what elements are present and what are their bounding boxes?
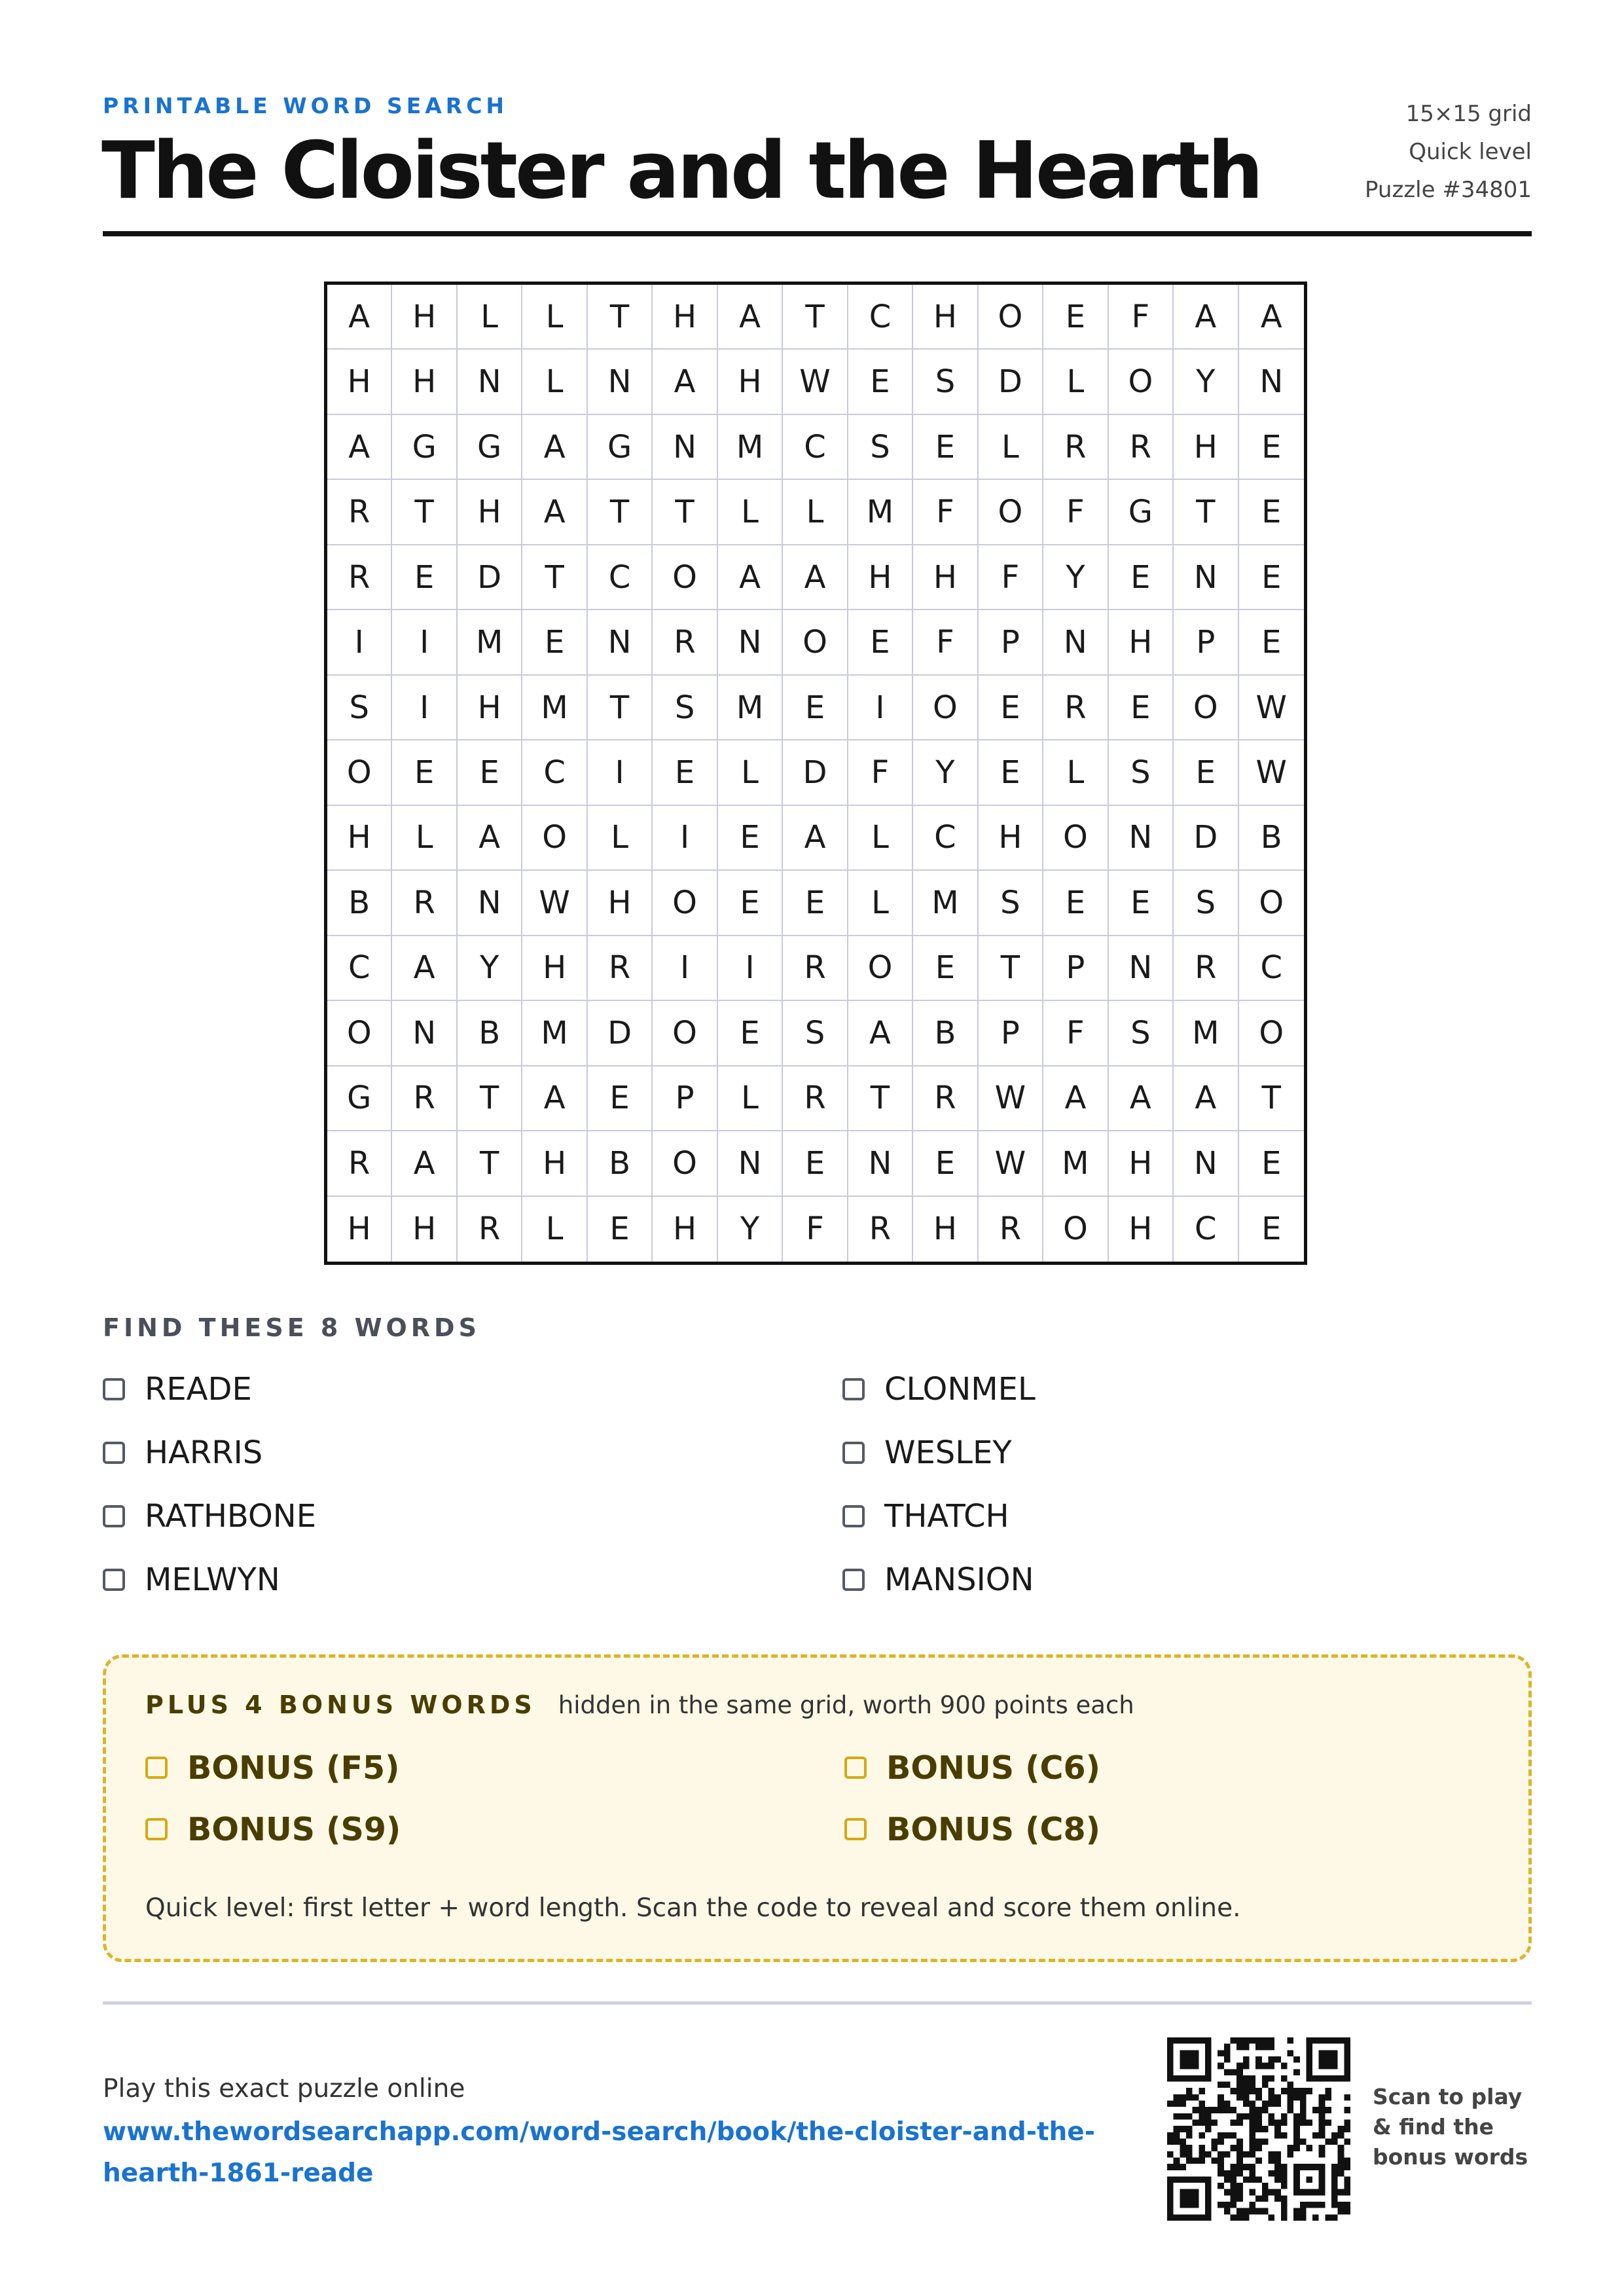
grid-cell[interactable]: O [1043, 806, 1108, 871]
grid-cell[interactable]: A [327, 415, 392, 480]
grid-cell[interactable]: H [979, 806, 1043, 871]
grid-cell[interactable]: P [653, 1066, 717, 1131]
grid-cell[interactable]: A [1174, 285, 1238, 350]
word-label: MANSION [884, 1561, 1034, 1598]
grid-cell[interactable]: T [979, 936, 1043, 1001]
grid-cell[interactable]: E [1239, 480, 1304, 545]
grid-cell[interactable]: T [848, 1066, 913, 1131]
grid-cell[interactable]: F [1043, 480, 1108, 545]
bonus-panel [103, 1654, 1532, 1962]
grid-cell[interactable]: S [653, 676, 717, 740]
checkbox[interactable] [842, 1505, 865, 1527]
bonus-label: BONUS (C8) [886, 1810, 1100, 1848]
checkbox[interactable] [103, 1378, 125, 1400]
word-item [842, 1371, 1235, 1408]
grid-size: 15×15 grid [1405, 101, 1532, 127]
word-list [103, 1371, 1036, 1598]
grid-cell[interactable]: N [588, 350, 653, 414]
grid-cell[interactable]: N [718, 610, 783, 675]
grid-cell[interactable]: O [1239, 871, 1304, 936]
grid-cell[interactable]: B [327, 871, 392, 936]
grid-cell[interactable]: O [653, 545, 717, 610]
grid-cell[interactable]: N [1109, 806, 1174, 871]
grid-cell[interactable]: N [848, 1131, 913, 1196]
bonus-item [844, 1811, 1237, 1848]
grid-cell[interactable]: O [1174, 676, 1238, 740]
grid-cell[interactable]: E [1239, 545, 1304, 610]
grid-cell[interactable]: O [327, 740, 392, 805]
grid-cell[interactable]: R [458, 1197, 522, 1262]
grid-cell[interactable]: H [392, 1197, 457, 1262]
grid-cell[interactable]: E [1043, 285, 1108, 350]
grid-cell[interactable]: E [718, 806, 783, 871]
grid-cell[interactable]: C [1239, 936, 1304, 1001]
grid-cell[interactable]: H [1109, 1197, 1174, 1262]
grid-cell[interactable]: F [979, 545, 1043, 610]
grid-cell[interactable]: E [1261, 1211, 1282, 1248]
grid-cell[interactable]: M [913, 871, 978, 936]
grid-cell[interactable]: G [327, 1066, 392, 1131]
grid-cell[interactable]: L [522, 350, 587, 414]
grid-cell[interactable]: I [848, 676, 913, 740]
grid-cell[interactable]: O [327, 1001, 392, 1066]
grid-cell[interactable]: I [653, 936, 717, 1001]
bonus-item [145, 1811, 844, 1848]
grid-cell[interactable]: T [392, 480, 457, 545]
grid-cell[interactable]: B [1239, 806, 1304, 871]
grid-cell[interactable]: S [913, 350, 978, 414]
grid-cell[interactable]: L [718, 740, 783, 805]
grid-cell[interactable]: L [588, 806, 653, 871]
bonus-item [844, 1749, 1237, 1786]
grid-cell[interactable]: H [913, 545, 978, 610]
checkbox[interactable] [145, 1818, 168, 1840]
grid-cell[interactable]: E [718, 871, 783, 936]
grid-cell[interactable]: A [1174, 1066, 1238, 1131]
bonus-note: Quick level: first letter + word length. Scan the code to reveal and score them online. [145, 1893, 1241, 1923]
grid-cell[interactable]: M [718, 415, 783, 480]
grid-cell[interactable]: F [913, 480, 978, 545]
grid-cell[interactable]: C [848, 285, 913, 350]
grid-cell[interactable]: O [1239, 1001, 1304, 1066]
checkbox[interactable] [842, 1442, 865, 1464]
checkbox[interactable] [844, 1757, 867, 1779]
grid-cell[interactable]: E [783, 1131, 848, 1196]
bonus-label: BONUS (F5) [187, 1749, 400, 1787]
grid-cell[interactable]: L [522, 1197, 587, 1262]
word-label: RATHBONE [145, 1498, 317, 1535]
bonus-item [145, 1749, 844, 1786]
grid-cell[interactable]: C [913, 806, 978, 871]
bonus-label: BONUS (C6) [886, 1749, 1100, 1787]
grid-cell[interactable]: A [392, 1131, 457, 1196]
grid-cell[interactable]: R [848, 1197, 913, 1262]
grid-cell[interactable]: A [783, 806, 848, 871]
grid-cell[interactable]: O [1109, 350, 1174, 414]
bonus-heading: PLUS 4 BONUS WORDS [145, 1690, 536, 1719]
grid-cell[interactable]: R [783, 1066, 848, 1131]
qr-caption: Scan to play & find the bonus words [1373, 2084, 1528, 2170]
checkbox[interactable] [842, 1378, 865, 1400]
qr-code[interactable] [1167, 2037, 1350, 2221]
puzzle-meta [1365, 95, 1532, 209]
grid-cell[interactable]: S [1109, 1001, 1174, 1066]
checkbox[interactable] [842, 1569, 865, 1591]
checkbox[interactable] [844, 1818, 867, 1840]
grid-cell[interactable]: H [1109, 610, 1174, 675]
grid-cell[interactable]: N [458, 350, 522, 414]
word-item [103, 1371, 842, 1408]
grid-cell[interactable]: H [718, 350, 783, 414]
grid-cell[interactable]: A [522, 1066, 587, 1131]
grid-cell[interactable]: C [327, 936, 392, 1001]
grid-cell[interactable]: H [1109, 1131, 1174, 1196]
word-list-heading: FIND THESE 8 WORDS [103, 1313, 480, 1342]
grid-cell[interactable]: N [1174, 545, 1238, 610]
bonus-subheading: hidden in the same grid, worth 900 points each [558, 1691, 1134, 1719]
grid-cell[interactable]: H [327, 806, 392, 871]
grid-cell[interactable]: R [327, 545, 392, 610]
grid-cell[interactable]: S [1109, 740, 1174, 805]
grid-cell[interactable]: E [913, 415, 978, 480]
grid-cell[interactable]: H [327, 350, 392, 414]
grid-cell[interactable]: I [392, 676, 457, 740]
word-item [103, 1561, 842, 1598]
grid-cell[interactable]: P [979, 610, 1043, 675]
grid-cell[interactable]: Y [1174, 350, 1238, 414]
grid-cell[interactable]: H [913, 1197, 978, 1262]
grid-cell[interactable]: E [783, 871, 848, 936]
grid-cell[interactable]: R [1109, 415, 1174, 480]
grid-cell[interactable]: E [392, 545, 457, 610]
grid-cell[interactable]: G [392, 415, 457, 480]
grid-cell[interactable]: L [979, 415, 1043, 480]
grid-cell[interactable]: T [458, 1131, 522, 1196]
grid-cell[interactable]: H [522, 1131, 587, 1196]
grid-cell[interactable]: N [588, 610, 653, 675]
grid-cell[interactable]: A [848, 1001, 913, 1066]
grid-cell[interactable]: R [913, 1066, 978, 1131]
grid-cell[interactable]: E [783, 676, 848, 740]
grid-cell[interactable]: A [783, 545, 848, 610]
grid-cell[interactable]: A [327, 285, 392, 350]
play-online-label: Play this exact puzzle online [103, 2074, 465, 2104]
grid-cell[interactable]: P [1174, 610, 1238, 675]
word-label: MELWYN [145, 1561, 280, 1598]
grid-cell[interactable]: E [458, 740, 522, 805]
grid-cell[interactable]: H [588, 871, 653, 936]
grid-cell[interactable]: O [653, 1131, 717, 1196]
grid-cell[interactable]: E [1043, 871, 1108, 936]
puzzle-title: The Cloister and the Hearth [101, 126, 1261, 217]
grid-cell[interactable]: I [327, 610, 392, 675]
grid-cell[interactable]: E [1239, 1131, 1304, 1196]
grid-cell[interactable]: G [1109, 480, 1174, 545]
grid-cell[interactable]: L [718, 480, 783, 545]
grid-cell[interactable]: T [458, 1066, 522, 1131]
grid-cell[interactable]: N [1109, 936, 1174, 1001]
grid-cell[interactable]: R [783, 936, 848, 1001]
grid-cell[interactable]: N [1174, 1131, 1238, 1196]
grid-cell[interactable]: M [1174, 1001, 1238, 1066]
grid-cell[interactable]: O [1043, 1197, 1108, 1262]
word-label: WESLEY [884, 1434, 1012, 1471]
grid-cell[interactable]: D [458, 545, 522, 610]
grid-cell[interactable]: W [979, 1131, 1043, 1196]
puzzle-number: Puzzle #34801 [1365, 177, 1532, 203]
grid-cell[interactable]: T [653, 480, 717, 545]
grid-cell[interactable]: A [1043, 1066, 1108, 1131]
grid-cell[interactable]: B [458, 1001, 522, 1066]
word-label: HARRIS [145, 1434, 263, 1471]
grid-cell[interactable]: Y [1043, 545, 1108, 610]
grid-cell[interactable]: L [718, 1066, 783, 1131]
bonus-header [145, 1690, 1134, 1719]
grid-cell[interactable]: R [1043, 415, 1108, 480]
grid-cell[interactable]: M [1043, 1131, 1108, 1196]
grid-cell[interactable]: T [588, 676, 653, 740]
grid-cell[interactable]: E [913, 1131, 978, 1196]
grid-cell[interactable]: A [653, 350, 717, 414]
grid-cell[interactable]: E [588, 1066, 653, 1131]
grid-cell[interactable]: A [458, 806, 522, 871]
grid-cell[interactable]: Y [718, 1197, 783, 1262]
grid-cell[interactable]: W [522, 871, 587, 936]
grid-cell[interactable]: P [1043, 936, 1108, 1001]
grid-cell[interactable]: H [458, 676, 522, 740]
grid-cell[interactable]: O [783, 610, 848, 675]
word-item [842, 1561, 1235, 1598]
grid-cell[interactable]: E [848, 350, 913, 414]
grid-cell[interactable]: E [718, 1001, 783, 1066]
grid-cell[interactable]: E [1239, 415, 1304, 480]
grid-cell[interactable]: E [1174, 740, 1238, 805]
grid-cell[interactable]: O [979, 480, 1043, 545]
grid-cell[interactable]: P [979, 1001, 1043, 1066]
grid-cell[interactable]: Y [913, 740, 978, 805]
grid-cell[interactable]: I [653, 806, 717, 871]
grid-cell[interactable]: L [458, 285, 522, 350]
word-item [103, 1434, 842, 1471]
checkbox[interactable] [145, 1757, 168, 1779]
header-divider [103, 231, 1532, 236]
grid-cell[interactable]: R [392, 871, 457, 936]
bonus-list [145, 1749, 1237, 1848]
grid-cell[interactable]: R [588, 936, 653, 1001]
grid-cell[interactable]: D [783, 740, 848, 805]
grid-cell[interactable]: C [588, 545, 653, 610]
grid-cell[interactable]: E [653, 740, 717, 805]
grid-cell[interactable]: F [1043, 1001, 1108, 1066]
grid-cell[interactable]: W [979, 1066, 1043, 1131]
checkbox[interactable] [103, 1442, 125, 1464]
grid-cell[interactable]: I [392, 610, 457, 675]
grid-cell[interactable]: M [718, 676, 783, 740]
grid-cell[interactable]: G [458, 415, 522, 480]
grid-cell[interactable]: E [1109, 676, 1174, 740]
footer-divider [103, 2001, 1532, 2005]
grid-cell[interactable]: F [783, 1197, 848, 1262]
grid-cell[interactable]: E [913, 936, 978, 1001]
grid-cell[interactable]: H [392, 350, 457, 414]
grid-cell[interactable]: B [588, 1131, 653, 1196]
grid-cell[interactable]: S [848, 415, 913, 480]
grid-cell[interactable]: O [848, 936, 913, 1001]
grid-cell[interactable]: D [979, 350, 1043, 414]
letter-grid [324, 282, 1307, 1265]
grid-cell[interactable]: D [588, 1001, 653, 1066]
grid-cell[interactable]: F [1109, 285, 1174, 350]
word-label: THATCH [884, 1498, 1009, 1535]
grid-cell[interactable]: L [1043, 350, 1108, 414]
grid-cell[interactable]: M [848, 480, 913, 545]
grid-cell[interactable]: I [588, 740, 653, 805]
grid-cell[interactable]: T [783, 285, 848, 350]
grid-cell[interactable]: H [392, 285, 457, 350]
word-label: CLONMEL [884, 1371, 1036, 1408]
grid-cell[interactable]: N [1043, 610, 1108, 675]
grid-cell[interactable]: E [522, 610, 587, 675]
eyebrow-label: PRINTABLE WORD SEARCH [103, 93, 509, 118]
grid-cell[interactable]: M [522, 676, 587, 740]
grid-cell[interactable]: E [392, 740, 457, 805]
grid-cell[interactable]: T [522, 545, 587, 610]
checkbox[interactable] [103, 1569, 125, 1591]
grid-cell[interactable]: D [1174, 806, 1238, 871]
grid-cell[interactable]: E [848, 610, 913, 675]
grid-cell[interactable]: T [588, 480, 653, 545]
grid-cell[interactable]: R [979, 1197, 1043, 1262]
grid-cell[interactable]: S [327, 676, 392, 740]
grid-cell[interactable]: R [327, 480, 392, 545]
grid-cell[interactable]: A [392, 936, 457, 1001]
grid-cell[interactable]: R [1043, 676, 1108, 740]
grid-cell[interactable]: R [1174, 936, 1238, 1001]
grid-cell[interactable]: H [522, 936, 587, 1001]
grid-cell[interactable]: R [327, 1131, 392, 1196]
grid-cell[interactable]: A [718, 545, 783, 610]
grid-cell[interactable]: E [588, 1197, 653, 1262]
grid-cell[interactable]: S [1174, 871, 1238, 936]
bonus-label: BONUS (S9) [187, 1810, 401, 1848]
grid-cell[interactable]: N [458, 871, 522, 936]
grid-cell[interactable]: B [913, 1001, 978, 1066]
grid-cell[interactable]: G [588, 415, 653, 480]
grid-cell[interactable]: I [718, 936, 783, 1001]
grid-cell[interactable]: F [913, 610, 978, 675]
grid-cell[interactable]: W [783, 350, 848, 414]
grid-cell[interactable]: H [458, 480, 522, 545]
grid-cell[interactable]: N [718, 1131, 783, 1196]
grid-cell[interactable]: R [653, 610, 717, 675]
checkbox[interactable] [103, 1505, 125, 1527]
grid-cell[interactable]: E [1109, 545, 1174, 610]
grid-cell[interactable]: O [522, 806, 587, 871]
grid-cell[interactable]: L [1043, 740, 1108, 805]
word-item [842, 1434, 1235, 1471]
grid-cell[interactable]: E [979, 676, 1043, 740]
grid-cell[interactable]: W [1239, 676, 1304, 740]
grid-cell[interactable]: L [522, 285, 587, 350]
grid-cell[interactable]: A [522, 415, 587, 480]
grid-cell[interactable]: T [588, 285, 653, 350]
grid-cell[interactable]: C [522, 740, 587, 805]
grid-cell[interactable]: A [1109, 1066, 1174, 1131]
word-item [103, 1498, 842, 1535]
grid-cell[interactable]: C [783, 415, 848, 480]
grid-cell[interactable]: L [392, 806, 457, 871]
grid-cell[interactable]: L [848, 806, 913, 871]
grid-cell[interactable]: O [653, 1001, 717, 1066]
grid-cell[interactable]: Y [458, 936, 522, 1001]
grid-cell[interactable]: O [653, 871, 717, 936]
grid-cell[interactable]: H [653, 285, 717, 350]
word-label: READE [145, 1371, 252, 1408]
grid-cell[interactable]: S [783, 1001, 848, 1066]
grid-cell[interactable]: N [653, 415, 717, 480]
grid-cell[interactable]: H [848, 545, 913, 610]
grid-cell[interactable]: O [979, 285, 1043, 350]
grid-cell[interactable]: E [1239, 610, 1304, 675]
grid-cell[interactable]: S [979, 871, 1043, 936]
grid-cell[interactable]: H [653, 1197, 717, 1262]
grid-cell[interactable]: M [522, 1001, 587, 1066]
grid-cell[interactable]: A [1239, 285, 1304, 350]
grid-cell[interactable]: N [392, 1001, 457, 1066]
puzzle-url-link[interactable]: www.thewordsearchapp.com/word-search/book/the-cloister-and-the-hearth-1861-reade [103, 2117, 1095, 2188]
grid-cell[interactable]: H [1174, 415, 1238, 480]
grid-cell[interactable]: A [522, 480, 587, 545]
grid-cell[interactable]: H [327, 1197, 392, 1262]
grid-cell[interactable]: C [1174, 1197, 1238, 1262]
word-item [842, 1498, 1235, 1535]
grid-cell[interactable]: F [848, 740, 913, 805]
grid-cell[interactable]: L [783, 480, 848, 545]
grid-cell[interactable]: N [1239, 350, 1304, 414]
grid-cell[interactable]: T [1174, 480, 1238, 545]
grid-cell[interactable]: E [979, 740, 1043, 805]
grid-cell[interactable]: R [392, 1066, 457, 1131]
grid-cell[interactable]: T [1239, 1066, 1304, 1131]
grid-cell[interactable]: W [1239, 740, 1304, 805]
grid-cell[interactable]: O [913, 676, 978, 740]
difficulty-level: Quick level [1409, 139, 1532, 165]
grid-cell[interactable]: A [718, 285, 783, 350]
grid-cell[interactable]: H [913, 285, 978, 350]
grid-cell[interactable]: L [848, 871, 913, 936]
grid-cell[interactable]: M [458, 610, 522, 675]
grid-cell[interactable]: E [1109, 871, 1174, 936]
